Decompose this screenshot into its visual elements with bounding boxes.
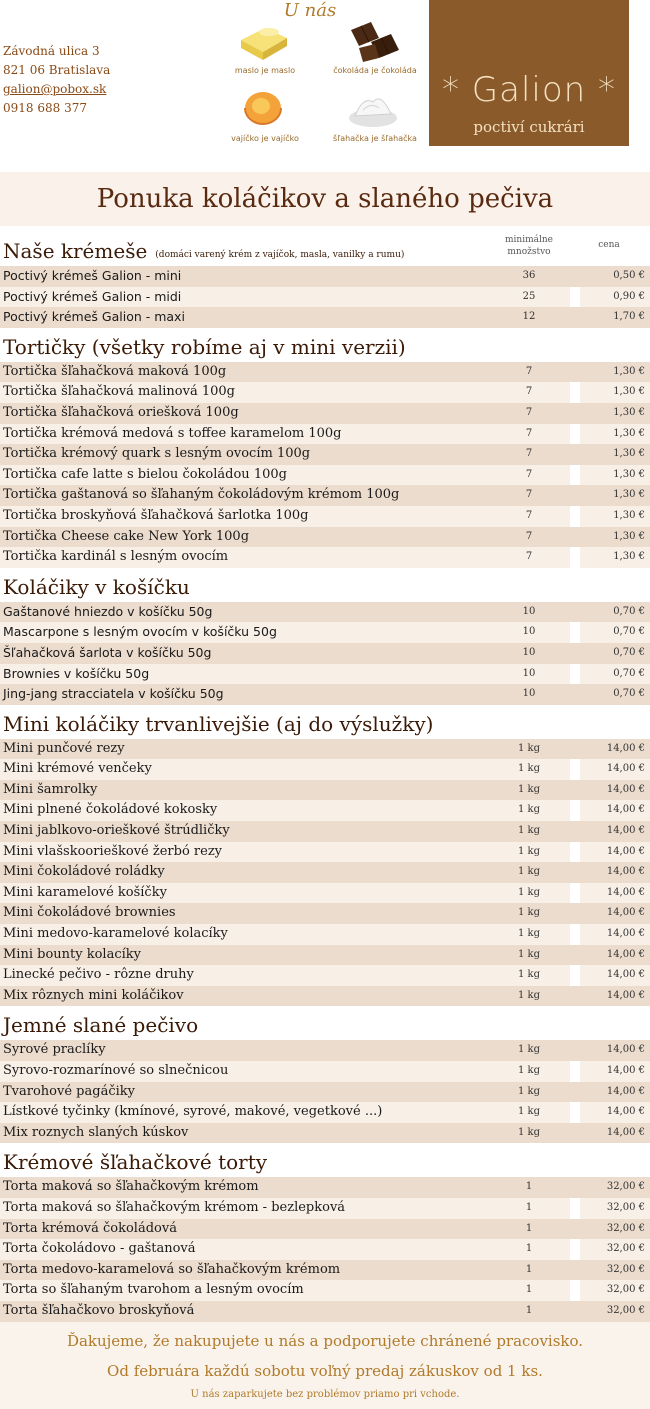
page-title-band — [0, 172, 650, 226]
row-divider — [570, 547, 580, 568]
cream-icon — [345, 86, 401, 132]
item-price: 1,30 € — [613, 509, 645, 521]
menu-row — [0, 307, 650, 328]
item-min-quantity: 7 — [525, 509, 533, 521]
item-price: 14,00 € — [606, 763, 645, 775]
item-price: 14,00 € — [606, 825, 645, 837]
item-price: 0,70 € — [613, 667, 645, 679]
row-divider — [570, 1061, 580, 1082]
menu-row — [0, 287, 650, 308]
menu-row — [0, 403, 650, 424]
item-name: Mini krémové venčeky — [3, 761, 152, 777]
menu-row — [0, 1123, 650, 1144]
menu-row — [0, 362, 650, 383]
menu-row — [0, 842, 650, 863]
menu-row — [0, 1177, 650, 1198]
item-price: 0,70 € — [613, 646, 645, 658]
menu-row — [0, 424, 650, 445]
item-price: 1,70 € — [613, 311, 645, 323]
item-min-quantity: 1 — [525, 1304, 533, 1316]
ingredient-caption: maslo je maslo — [234, 66, 296, 75]
item-min-quantity: 10 — [522, 667, 536, 679]
item-min-quantity: 1 kg — [517, 969, 540, 981]
section-note: (domáci varený krém z vajíčok, masla, vanilky a rumu) — [155, 250, 405, 260]
footer-parking: U nás zaparkujete bez problémov priamo pri vchode. — [190, 1389, 460, 1400]
item-name: Tvarohové pagáčiky — [3, 1083, 135, 1099]
item-name: Mini punčové rezy — [3, 740, 125, 756]
ingredient-chocolate — [325, 14, 425, 84]
item-price: 1,30 € — [613, 448, 645, 460]
item-name: Tortička gaštanová so šľahaným čokoládovým krémom 100g — [3, 487, 400, 503]
item-price: 14,00 € — [606, 969, 645, 981]
item-min-quantity: 1 kg — [517, 989, 540, 1001]
item-price: 32,00 € — [606, 1181, 645, 1193]
item-price: 14,00 € — [606, 1106, 645, 1118]
item-min-quantity: 7 — [525, 448, 533, 460]
item-name: Mini karamelové košíčky — [3, 884, 167, 900]
menu-row — [0, 465, 650, 486]
contact-email-link[interactable]: galion@pobox.sk — [3, 82, 107, 96]
item-min-quantity: 7 — [525, 468, 533, 480]
menu-row — [0, 622, 650, 643]
row-divider — [570, 287, 580, 308]
item-price: 14,00 € — [606, 989, 645, 1001]
item-name: Mini medovo-karamelové kolacíky — [3, 926, 228, 942]
item-price: 1,30 € — [613, 489, 645, 501]
row-divider — [570, 622, 580, 643]
menu-row — [0, 1301, 650, 1322]
item-name: Torta maková so šľahačkovým krémom - bezlepková — [3, 1199, 346, 1215]
contact-phone: 0918 688 377 — [3, 101, 87, 115]
item-name: Lístkové tyčinky (kmínové, syrové, makové, vegetkové ...) — [3, 1104, 383, 1120]
item-name: Tortička šľahačková malinová 100g — [3, 384, 235, 400]
footer-saturday-sale: Od februára každú sobotu voľný predaj zákuskov od 1 ks. — [107, 1362, 543, 1380]
galion-logo — [429, 0, 629, 146]
item-name: Torta so šľahaným tvarohom a lesným ovocím — [3, 1282, 304, 1298]
item-min-quantity: 1 kg — [517, 845, 540, 857]
section-heading — [0, 1006, 650, 1040]
item-price: 0,70 € — [613, 626, 645, 638]
ingredient-cream — [325, 82, 425, 152]
item-name: Mini šamrolky — [3, 781, 98, 797]
item-price: 1,30 € — [613, 551, 645, 563]
footer — [0, 1322, 650, 1409]
menu-row — [0, 1061, 650, 1082]
item-price: 14,00 € — [606, 1085, 645, 1097]
item-min-quantity: 1 kg — [517, 825, 540, 837]
item-min-quantity: 7 — [525, 386, 533, 398]
item-price: 32,00 € — [606, 1284, 645, 1296]
item-min-quantity: 1 kg — [517, 1065, 540, 1076]
item-name: Tortička krémová medová s toffee karamelom 100g — [3, 425, 342, 441]
row-divider — [570, 1102, 580, 1123]
menu-row — [0, 1040, 650, 1061]
ingredient-caption: šľahačka je šľahačka — [333, 134, 417, 143]
menu-row — [0, 664, 650, 685]
item-name: Brownies v košíčku 50g — [3, 665, 150, 681]
item-name: Mini vlašskoorieškové žerbó rezy — [3, 843, 223, 859]
item-price: 14,00 € — [606, 783, 645, 795]
menu-row — [0, 527, 650, 548]
column-min-line2: množstvo — [507, 247, 551, 257]
item-min-quantity: 12 — [522, 311, 536, 323]
item-min-quantity: 1 — [525, 1263, 533, 1275]
header — [0, 0, 650, 150]
item-name: Torta medovo-karamelová so šľahačkovým krémom — [3, 1261, 341, 1277]
item-price: 1,30 € — [613, 386, 645, 398]
menu-row — [0, 444, 650, 465]
item-name: Mini plnené čokoládové kokosky — [3, 802, 218, 818]
menu-row — [0, 643, 650, 664]
item-price: 14,00 € — [606, 928, 645, 940]
section-heading — [0, 568, 650, 602]
item-min-quantity: 10 — [522, 646, 536, 658]
menu-row — [0, 1260, 650, 1281]
item-min-quantity: 7 — [525, 551, 533, 563]
item-name: Torta krémová čokoládová — [3, 1220, 177, 1236]
item-name: Poctivý krémeš Galion - mini — [3, 268, 182, 283]
section-title: Krémové šľahačkové torty — [3, 1150, 268, 1175]
ingredient-egg — [215, 82, 315, 152]
menu-row — [0, 1102, 650, 1123]
item-price: 1,30 € — [613, 427, 645, 439]
row-divider — [570, 1198, 580, 1219]
ingredient-caption: čokoláda je čokoláda — [333, 66, 417, 75]
item-name: Mini čokoládové roládky — [3, 864, 165, 880]
item-price: 32,00 € — [606, 1201, 645, 1213]
menu-row — [0, 800, 650, 821]
menu-row — [0, 739, 650, 760]
item-min-quantity: 10 — [522, 605, 536, 617]
item-min-quantity: 1 kg — [517, 1126, 540, 1138]
item-min-quantity: 7 — [525, 427, 533, 439]
item-price: 32,00 € — [606, 1222, 645, 1234]
item-min-quantity: 1 kg — [517, 1085, 540, 1097]
item-min-quantity: 36 — [522, 270, 536, 281]
row-divider — [570, 506, 580, 527]
item-price: 32,00 € — [606, 1263, 645, 1275]
item-name: Syrovo-rozmarínové so slnečnicou — [3, 1063, 229, 1078]
item-price: 32,00 € — [606, 1243, 645, 1255]
item-min-quantity: 10 — [522, 688, 536, 700]
item-name: Jing-jang stracciatela v košíčku 50g — [3, 686, 224, 702]
row-divider — [570, 1239, 580, 1260]
section-heading — [0, 328, 650, 362]
menu-row — [0, 821, 650, 842]
row-divider — [570, 800, 580, 821]
item-name: Poctivý krémeš Galion - midi — [3, 288, 182, 304]
menu-row — [0, 1219, 650, 1240]
item-price: 0,70 € — [613, 605, 645, 617]
item-name: Gaštanové hniezdo v košíčku 50g — [3, 603, 213, 619]
item-price: 0,90 € — [613, 290, 645, 302]
item-name: Mini čokoládové brownies — [3, 905, 176, 921]
menu-row — [0, 1198, 650, 1219]
item-min-quantity: 1 kg — [517, 763, 540, 775]
item-price: 14,00 € — [606, 886, 645, 898]
item-price: 0,50 € — [613, 270, 645, 281]
item-min-quantity: 1 kg — [517, 948, 540, 960]
ingredients-panel — [215, 0, 425, 150]
item-name: Torta šľahačkovo broskyňová — [3, 1302, 195, 1318]
row-divider — [570, 842, 580, 863]
menu-row — [0, 266, 650, 287]
menu-row — [0, 759, 650, 780]
section-title: Tortičky (všetky robíme aj v mini verzii) — [3, 334, 406, 359]
menu-row — [0, 382, 650, 403]
row-divider — [570, 965, 580, 986]
menu-row — [0, 1280, 650, 1301]
item-name: Syrové praclíky — [3, 1042, 106, 1058]
menu-row — [0, 924, 650, 945]
menu-row — [0, 547, 650, 568]
item-min-quantity: 7 — [525, 530, 533, 542]
item-price: 1,30 € — [613, 530, 645, 542]
item-price: 14,00 € — [606, 907, 645, 919]
column-min-line1: minimálne — [505, 235, 553, 245]
row-divider — [570, 1280, 580, 1301]
menu-row — [0, 883, 650, 904]
item-name: Tortička krémový quark s lesným ovocím 100g — [3, 446, 311, 462]
item-name: Tortička šľahačková maková 100g — [3, 363, 227, 379]
row-divider — [570, 759, 580, 780]
contact-street: Závodná ulica 3 — [3, 44, 100, 58]
logo-title: * Galion * — [441, 70, 617, 110]
footer-thanks: Ďakujeme, že nakupujete u nás a podporujete chránené pracovisko. — [66, 1332, 584, 1350]
item-name: Mini bounty kolacíky — [3, 946, 141, 962]
item-min-quantity: 7 — [525, 365, 533, 377]
menu-row — [0, 903, 650, 924]
item-price: 14,00 € — [606, 845, 645, 857]
section-title: Naše krémeše — [3, 239, 148, 263]
item-name: Torta čokoládovo - gaštanová — [3, 1241, 196, 1257]
item-name: Tortička šľahačková oriešková 100g — [3, 404, 239, 420]
page-title: Ponuka koláčikov a slaného pečiva — [96, 184, 554, 214]
item-price: 14,00 € — [606, 804, 645, 816]
item-price: 14,00 € — [606, 866, 645, 878]
ingredient-caption: vajíčko je vajíčko — [231, 134, 299, 143]
row-divider — [570, 883, 580, 904]
item-price: 32,00 € — [606, 1304, 645, 1316]
row-divider — [570, 382, 580, 403]
item-price: 14,00 € — [606, 1126, 645, 1138]
item-name: Mini jablkovo-orieškové štrúdličky — [3, 823, 230, 839]
ingredient-butter — [215, 14, 315, 84]
item-min-quantity: 1 kg — [517, 783, 540, 795]
item-price: 1,30 € — [613, 406, 645, 418]
menu-row — [0, 485, 650, 506]
item-min-quantity: 1 kg — [517, 742, 540, 754]
item-min-quantity: 1 kg — [517, 804, 540, 816]
menu-row — [0, 862, 650, 883]
item-min-quantity: 7 — [525, 489, 533, 501]
ingredients-title: U nás — [283, 0, 337, 21]
item-min-quantity: 7 — [525, 406, 533, 418]
section-heading — [0, 228, 650, 266]
column-price: cena — [598, 240, 620, 250]
menu-row — [0, 986, 650, 1007]
item-price: 0,70 € — [613, 688, 645, 700]
item-min-quantity: 1 kg — [517, 886, 540, 898]
item-name: Mix rôznych mini koláčikov — [3, 987, 184, 1003]
item-min-quantity: 1 — [525, 1243, 533, 1255]
chocolate-icon — [345, 18, 401, 64]
item-price: 14,00 € — [606, 1044, 645, 1056]
menu-row — [0, 1239, 650, 1260]
menu-row — [0, 780, 650, 801]
item-min-quantity: 1 kg — [517, 928, 540, 940]
item-price: 14,00 € — [606, 1065, 645, 1076]
row-divider — [570, 664, 580, 685]
item-min-quantity: 1 kg — [517, 1106, 540, 1118]
section-heading — [0, 705, 650, 739]
item-price: 14,00 € — [606, 948, 645, 960]
menu-row — [0, 602, 650, 623]
item-min-quantity: 1 — [525, 1181, 533, 1193]
menu-table — [0, 228, 650, 1322]
item-min-quantity: 1 kg — [517, 1044, 540, 1056]
item-price: 14,00 € — [606, 742, 645, 754]
item-name: Linecké pečivo - rôzne druhy — [3, 967, 194, 983]
item-name: Poctivý krémeš Galion - maxi — [3, 309, 185, 325]
row-divider — [570, 465, 580, 486]
contact-city: 821 06 Bratislava — [3, 63, 111, 77]
item-price: 1,30 € — [613, 468, 645, 480]
section-heading — [0, 1143, 650, 1177]
row-divider — [570, 924, 580, 945]
section-title: Koláčiky v košíčku — [3, 574, 190, 599]
item-price: 1,30 € — [613, 365, 645, 377]
menu-row — [0, 965, 650, 986]
item-name: Tortička broskyňová šľahačková šarlotka 100g — [3, 507, 309, 523]
item-name: Tortička Cheese cake New York 100g — [3, 528, 250, 544]
item-min-quantity: 1 — [525, 1201, 533, 1213]
item-name: Tortička kardinál s lesným ovocím — [3, 549, 229, 565]
menu-row — [0, 945, 650, 966]
item-min-quantity: 10 — [522, 626, 536, 638]
item-min-quantity: 1 — [525, 1284, 533, 1296]
item-min-quantity: 25 — [522, 290, 536, 302]
menu-row — [0, 684, 650, 705]
section-title: Mini koláčiky trvanlivejšie (aj do výslužky) — [3, 711, 434, 736]
section-title: Jemné slané pečivo — [3, 1013, 199, 1038]
row-divider — [570, 424, 580, 445]
item-name: Tortička cafe latte s bielou čokoládou 100g — [3, 466, 287, 482]
menu-row — [0, 506, 650, 527]
item-name: Šľahačková šarlota v košíčku 50g — [3, 644, 212, 660]
item-name: Mascarpone s lesným ovocím v košíčku 50g — [3, 624, 277, 640]
item-name: Torta maková so šľahačkovým krémom — [3, 1179, 259, 1195]
item-min-quantity: 1 kg — [517, 866, 540, 878]
item-min-quantity: 1 kg — [517, 907, 540, 919]
logo-subtitle: poctiví cukrári — [473, 118, 585, 136]
item-min-quantity: 1 — [525, 1222, 533, 1234]
egg-icon — [235, 86, 291, 132]
contact-info — [3, 42, 110, 118]
item-name: Mix roznych slaných kúskov — [3, 1124, 189, 1140]
menu-row — [0, 1082, 650, 1103]
butter-icon — [235, 18, 291, 64]
